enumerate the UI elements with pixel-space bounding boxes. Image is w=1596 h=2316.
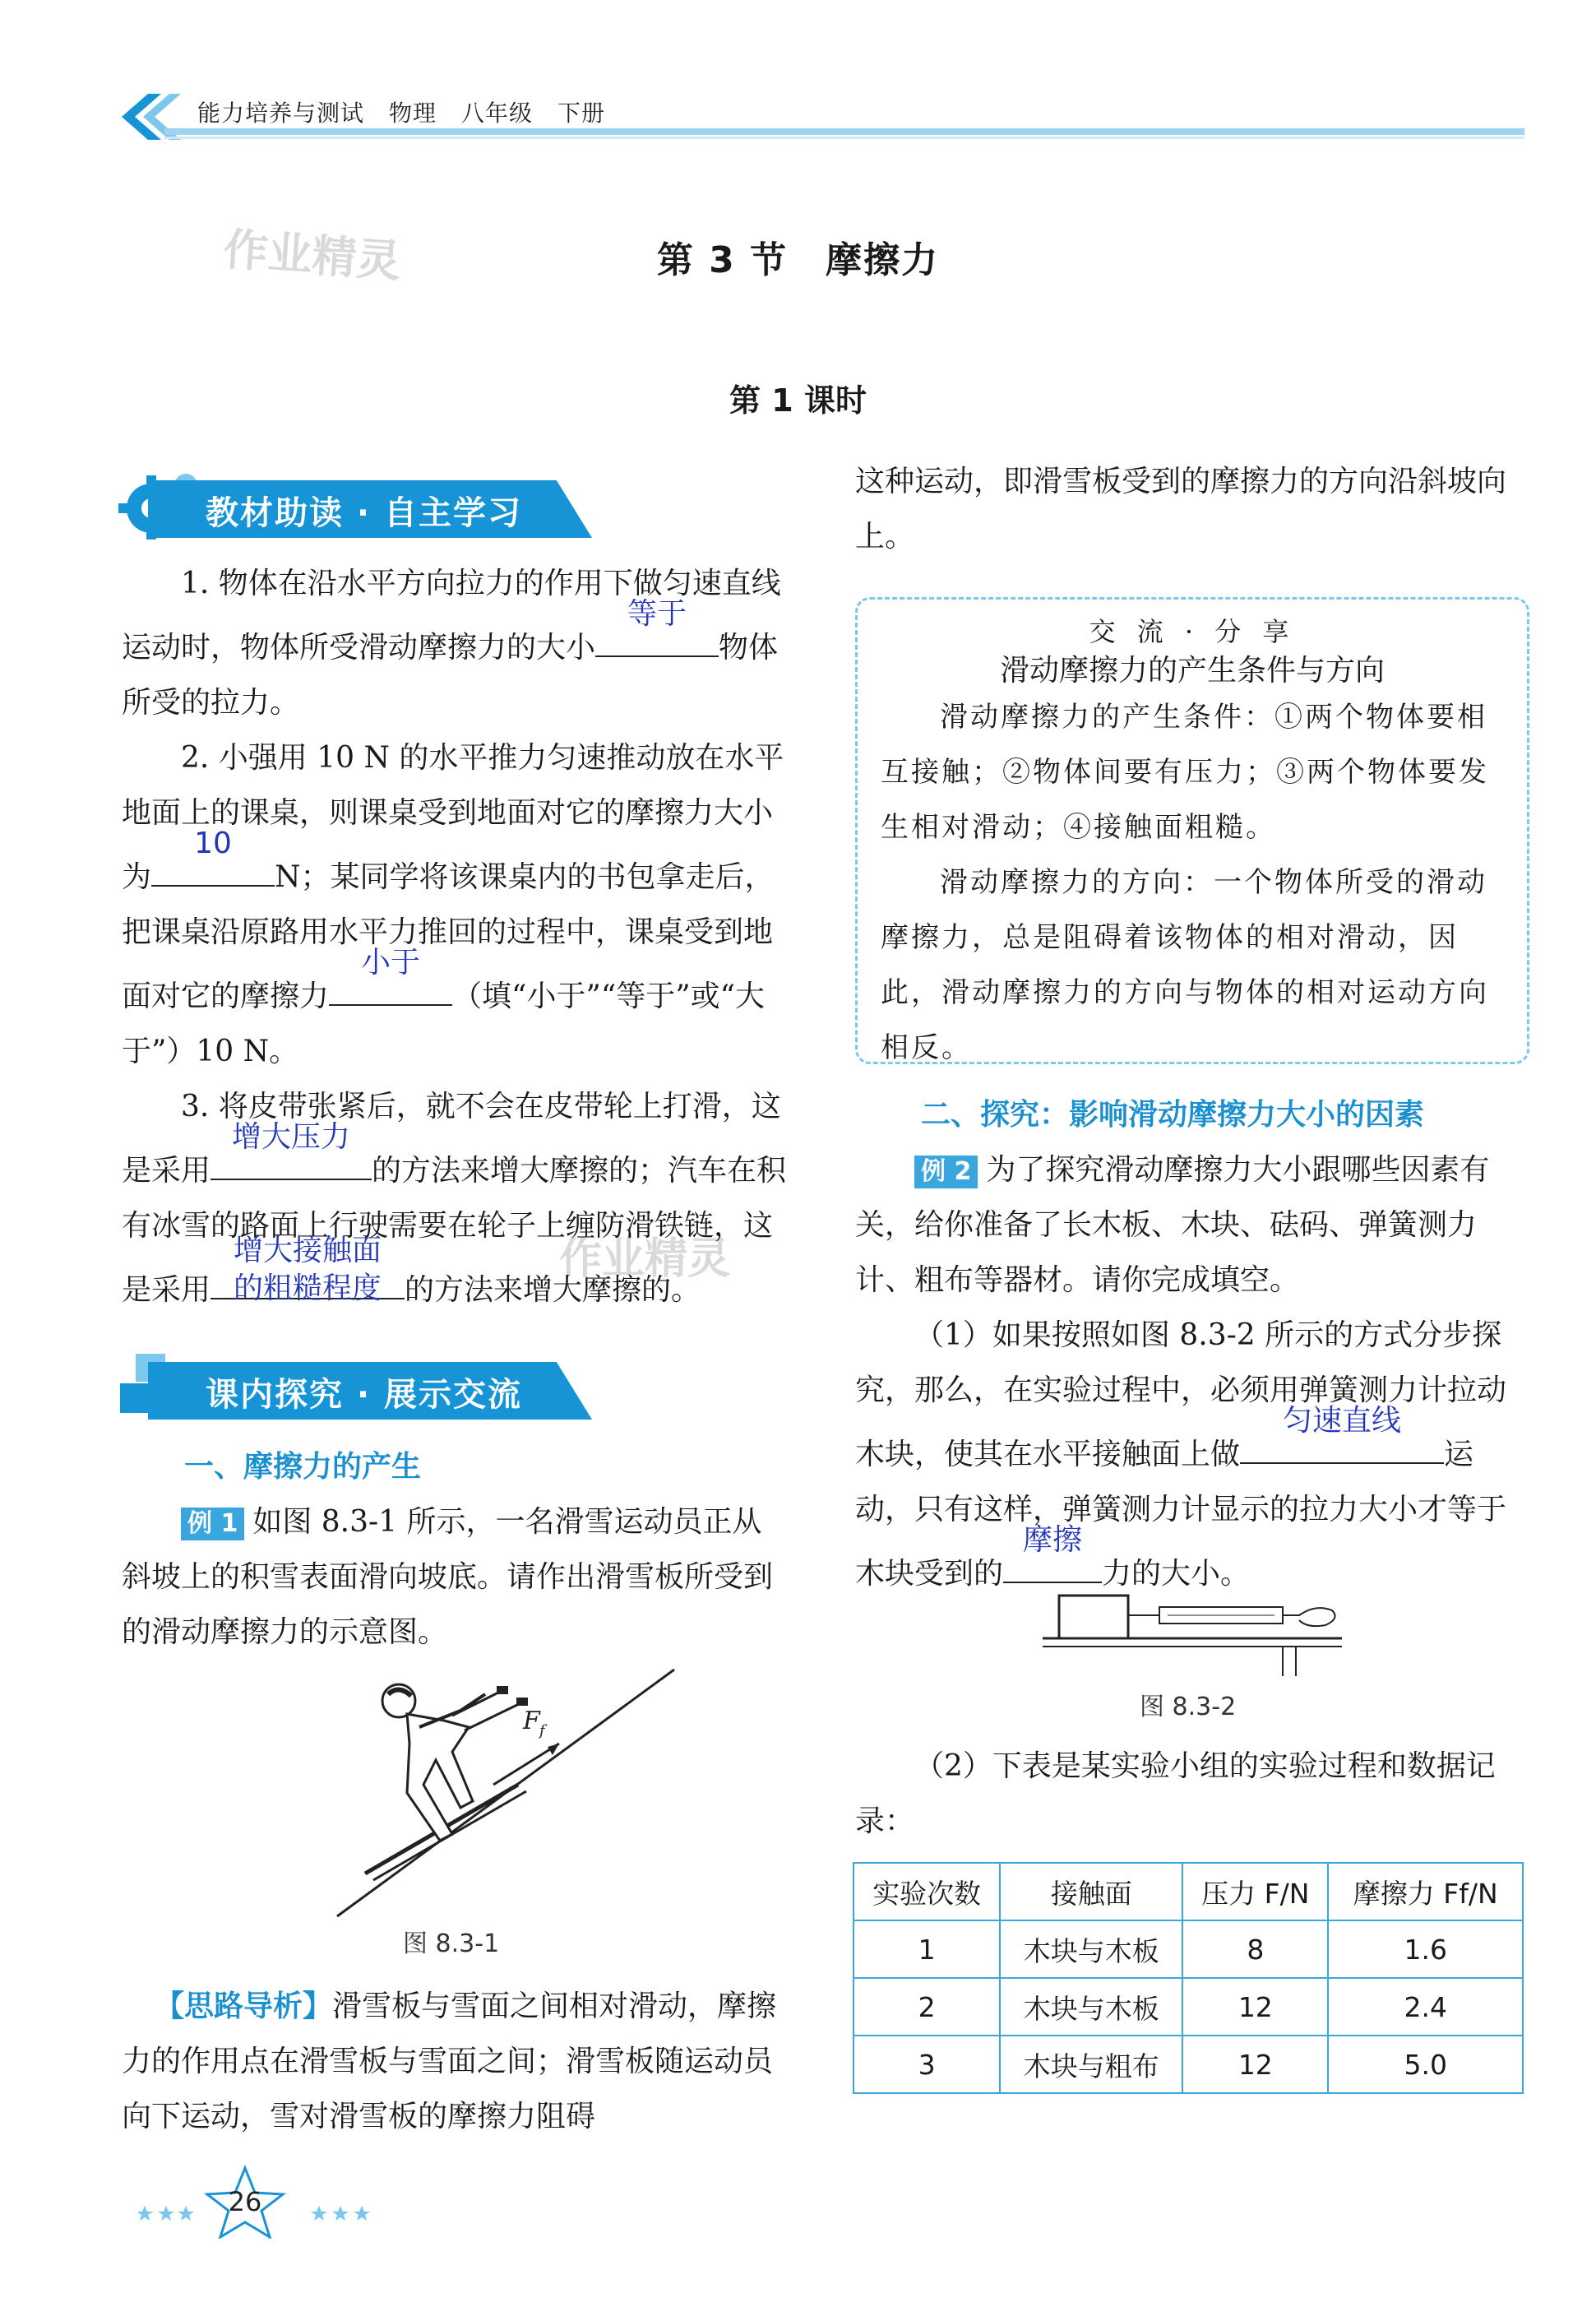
question-1: [122, 556, 791, 730]
header-rule-thin: [164, 137, 1524, 139]
table-header: 压力 F/N: [1182, 1863, 1328, 1920]
table-cell: 木块与木板: [1000, 1920, 1182, 1978]
question-2: [122, 730, 791, 1079]
example-2: [855, 1142, 1529, 1308]
header-subject: 物理: [389, 100, 437, 127]
page-header: [115, 92, 1524, 141]
page-title: 第 3 节 摩擦力: [656, 239, 940, 281]
example-2-text: 为了探究滑动摩擦力大小跟哪些因素有关，给你准备了长木板、木块、砝码、弹簧测力计、粗布等器材。请你完成填空。: [855, 1153, 1490, 1297]
section-banner-self-study: [115, 474, 608, 540]
example-1: [122, 1494, 791, 1660]
figure-2-caption: 图 8.3-2: [1140, 1693, 1237, 1721]
table-cell: 木块与粗布: [1000, 2036, 1182, 2093]
e2q1-blank-2: [1003, 1523, 1102, 1583]
share-box: [855, 597, 1529, 1064]
table-cell: 12: [1182, 1978, 1328, 2036]
e2q1-text-end: 力的大小。: [1102, 1557, 1251, 1591]
q3-text-end: 的方法来增大摩擦的。: [405, 1273, 701, 1307]
q3-blank-2: [210, 1234, 405, 1305]
q3-answer-2a: 增大接触面: [234, 1234, 382, 1267]
hint-paragraph: [122, 1979, 791, 2144]
hint: [122, 1979, 791, 2144]
share-title: 滑动摩擦力的产生条件与方向: [999, 654, 1385, 688]
subsection-2-title: 二、探究：影响滑动摩擦力大小的因素: [921, 1098, 1425, 1132]
q2-answer-1: 10: [194, 827, 232, 860]
q2-text: 2. 小强用 10 N 的水平推力匀速推动放在水平地面上的课桌，则课桌受到地面对它的摩擦力大小为: [122, 741, 784, 894]
example-1-text: 如图 8.3-1 所示，一名滑雪运动员正从斜坡上的积雪表面滑向坡底。请作出滑雪板所受到的滑动摩擦力的示意图。: [122, 1505, 774, 1649]
q3-answer-2: [210, 1232, 405, 1308]
table-row: [854, 1978, 1523, 2036]
e2q1-answer-2: 摩擦: [1023, 1523, 1083, 1557]
header-grade: 八年级: [461, 100, 534, 127]
table-cell: 1.6: [1328, 1920, 1523, 1978]
table-cell: 1: [854, 1920, 1000, 1978]
header-book: 能力培养与测试: [197, 100, 365, 127]
table-cell: 8: [1182, 1920, 1328, 1978]
right-column-top: [855, 454, 1529, 564]
figure-1-caption: 图 8.3-1: [403, 1929, 500, 1958]
table-cell: 12: [1182, 2036, 1328, 2093]
e2q2-text: （2）下表是某实验小组的实验过程和数据记录：: [855, 1749, 1496, 1838]
q3-blank-1: [210, 1120, 372, 1180]
q2-blank-1: [151, 827, 275, 887]
skier-figure: [329, 1661, 691, 1925]
example-2-question-1: [855, 1308, 1529, 1601]
example-2-question-2: [855, 1739, 1529, 1849]
q2-answer-2: 小于: [361, 946, 421, 980]
table-row: [854, 2036, 1523, 2093]
header-rule: [164, 128, 1524, 135]
e2q1-text: （1）如果按照如图 8.3-2 所示的方式分步探究，那么，在实验过程中，必须用弹簧测力计拉动木块，使其在水平接触面上做: [855, 1318, 1507, 1471]
force-label: F: [523, 1707, 540, 1735]
share-paragraph-2: 滑动摩擦力的方向：一个物体所受的滑动摩擦力，总是阻碍着该物体的相对滑动，因此，滑动摩擦力的方向与物体的相对运动方向相反。: [881, 866, 1489, 1064]
continued-text: 这种运动，即滑雪板受到的摩擦力的方向沿斜坡向上。: [855, 465, 1507, 554]
left-column: [122, 556, 791, 1318]
q2-blank-2: [329, 946, 452, 1006]
subsection-1-title: 一、摩擦力的产生: [184, 1450, 422, 1484]
q2-text-end: （填“小于”“等于”或“大于”）10 N。: [122, 980, 766, 1068]
e2q1-answer-1: 匀速直线: [1283, 1404, 1402, 1438]
hint-text: 滑雪板与雪面之间相对滑动，摩擦力的作用点在滑雪板与雪面之间；滑雪板随运动员向下运动，雪对滑雪板的摩擦力阻碍: [122, 1989, 777, 2133]
page-number-badge: [138, 2165, 385, 2242]
table-cell: 2.4: [1328, 1978, 1523, 2036]
q1-text-end: 物体所受的拉力。: [122, 631, 779, 720]
q1-answer: 等于: [627, 597, 687, 631]
header-text: [197, 95, 630, 128]
table-cell: 木块与木板: [1000, 1978, 1182, 2036]
table-cell: 5.0: [1328, 2036, 1523, 2093]
q2-text-mid: N；某同学将该课桌内的书包拿走后，把课桌沿原路用水平力推回的过程中，课桌受到地面对它的摩擦力: [122, 860, 775, 1013]
page-number: 26: [228, 2186, 262, 2217]
q1-blank: [595, 597, 719, 657]
section-banner-class-explore: [115, 1355, 608, 1421]
data-table: [853, 1862, 1524, 2094]
q3-answer-1: 增大压力: [232, 1120, 351, 1154]
force-subscript: f: [539, 1722, 545, 1739]
q3-answer-2b: 的粗糙程度: [234, 1271, 382, 1305]
table-header: 接触面: [1000, 1863, 1182, 1920]
example-2-label: 例 2: [914, 1156, 978, 1188]
q3-text-mid: 的方法来增大摩擦的；汽车在积有冰雪的路面上行驶需要在轮子上缠防滑铁链，这是采用: [122, 1154, 787, 1307]
table-header: 摩擦力 Ff/N: [1328, 1863, 1523, 1920]
q1-text: 1. 物体在沿水平方向拉力的作用下做匀速直线运动时，物体所受滑动摩擦力的大小: [122, 567, 781, 665]
e2q1-blank-1: [1240, 1404, 1444, 1464]
example-1-label: 例 1: [181, 1508, 244, 1540]
lesson-subtitle: 第 1 课时: [729, 382, 867, 419]
section-title: 教材助读 · 自主学习: [206, 494, 523, 532]
question-3: [122, 1079, 791, 1318]
table-cell: 3: [854, 2036, 1000, 2093]
table-cell: 2: [854, 1978, 1000, 2036]
share-body: [881, 690, 1514, 1076]
watermark: 作业精灵: [221, 223, 403, 288]
hint-label: 【思路导析】: [155, 1989, 333, 2023]
spring-scale-figure: [1036, 1579, 1349, 1678]
e2q1-text-mid: 运动，只有这样，弹簧测力计显示的拉力大小才等于木块受到的: [855, 1438, 1507, 1591]
table-row: [854, 1920, 1523, 1978]
watermark-2: 作业精灵: [559, 1234, 731, 1284]
table-header: 实验次数: [854, 1863, 1000, 1920]
share-paragraph-1: 滑动摩擦力的产生条件：①两个物体要相互接触；②物体间要有压力；③两个物体要发生相对滑动；④接触面粗糙。: [881, 701, 1489, 844]
header-volume: 下册: [557, 100, 606, 127]
section-title: 课内探究 · 展示交流: [206, 1376, 523, 1414]
right-column-main: [855, 1087, 1529, 1601]
share-heading: 交 流 · 分 享: [1089, 616, 1296, 647]
left-column-lower: [122, 1439, 791, 1660]
table-header-row: [854, 1863, 1523, 1920]
q3-text: 3. 将皮带张紧后，就不会在皮带轮上打滑，这是采用: [122, 1090, 781, 1188]
